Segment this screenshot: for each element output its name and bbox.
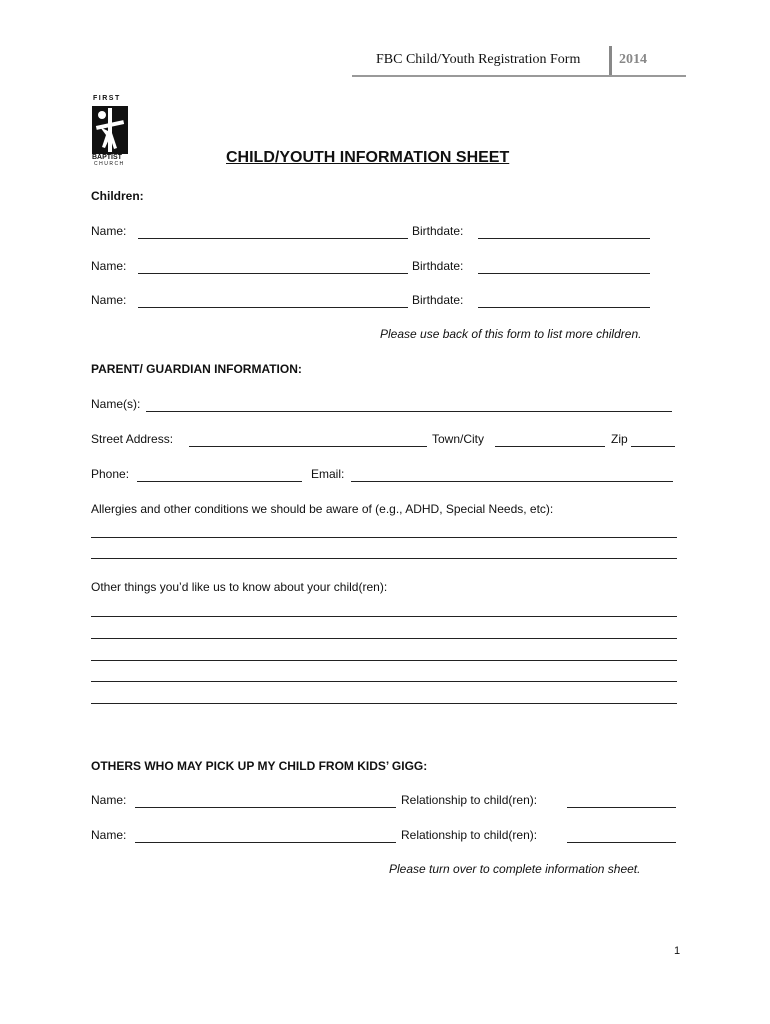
child-name-label: Name:	[91, 259, 127, 273]
relationship-field[interactable]	[567, 842, 676, 843]
pickup-name-field[interactable]	[135, 842, 396, 843]
pickup-name-label: Name:	[91, 828, 127, 842]
town-city-label: Town/City	[432, 432, 485, 446]
header-year: 2014	[619, 52, 647, 67]
relationship-label: Relationship to child(ren):	[401, 828, 538, 842]
cross-figure-icon	[90, 105, 132, 155]
pickup-note: Please turn over to complete information sheet.	[389, 862, 641, 876]
header-rule	[352, 75, 686, 77]
church-logo	[90, 95, 132, 167]
child-name-field[interactable]	[138, 238, 408, 239]
email-label: Email:	[311, 467, 345, 481]
allergies-line[interactable]	[91, 537, 677, 538]
child-name-label: Name:	[91, 293, 127, 307]
parent-heading: PARENT/ GUARDIAN INFORMATION:	[91, 362, 302, 376]
children-heading: Children:	[91, 189, 144, 203]
relationship-field[interactable]	[567, 807, 676, 808]
pickup-heading: OTHERS WHO MAY PICK UP MY CHILD FROM KIDS’ GIGG:	[91, 759, 428, 773]
page-title: CHILD/YOUTH INFORMATION SHEET	[226, 149, 510, 166]
child-birthdate-field[interactable]	[478, 307, 650, 308]
child-birthdate-label: Birthdate:	[412, 293, 464, 307]
street-address-field[interactable]	[189, 446, 427, 447]
logo-church-text: CHURCH	[94, 161, 125, 167]
other-info-line[interactable]	[91, 616, 677, 617]
child-name-field[interactable]	[138, 307, 408, 308]
child-name-label: Name:	[91, 224, 127, 238]
child-name-field[interactable]	[138, 273, 408, 274]
parent-names-field[interactable]	[146, 411, 672, 412]
phone-field[interactable]	[137, 481, 302, 482]
other-info-line[interactable]	[91, 681, 677, 682]
email-field[interactable]	[351, 481, 673, 482]
child-birthdate-label: Birthdate:	[412, 259, 464, 273]
relationship-label: Relationship to child(ren):	[401, 793, 538, 807]
phone-label: Phone:	[91, 467, 130, 481]
zip-label: Zip	[611, 432, 628, 446]
logo-first-text: FIRST	[93, 95, 121, 102]
other-info-label: Other things you’d like us to know about your child(ren):	[91, 580, 388, 594]
other-info-line[interactable]	[91, 703, 677, 704]
children-note: Please use back of this form to list more children.	[380, 327, 642, 341]
other-info-line[interactable]	[91, 638, 677, 639]
pickup-name-label: Name:	[91, 793, 127, 807]
logo-baptist-text: BAPTIST	[92, 154, 122, 161]
page-number: 1	[674, 945, 681, 957]
parent-names-label: Name(s):	[91, 397, 141, 411]
zip-field[interactable]	[631, 446, 675, 447]
town-city-field[interactable]	[495, 446, 605, 447]
allergies-line[interactable]	[91, 558, 677, 559]
header-form-title: FBC Child/Youth Registration Form	[376, 52, 581, 67]
street-address-label: Street Address:	[91, 432, 174, 446]
allergies-label: Allergies and other conditions we should be aware of (e.g., ADHD, Special Needs, etc):	[91, 502, 554, 516]
pickup-name-field[interactable]	[135, 807, 396, 808]
child-birthdate-field[interactable]	[478, 238, 650, 239]
other-info-line[interactable]	[91, 660, 677, 661]
child-birthdate-label: Birthdate:	[412, 224, 464, 238]
child-birthdate-field[interactable]	[478, 273, 650, 274]
header-divider	[609, 46, 612, 76]
